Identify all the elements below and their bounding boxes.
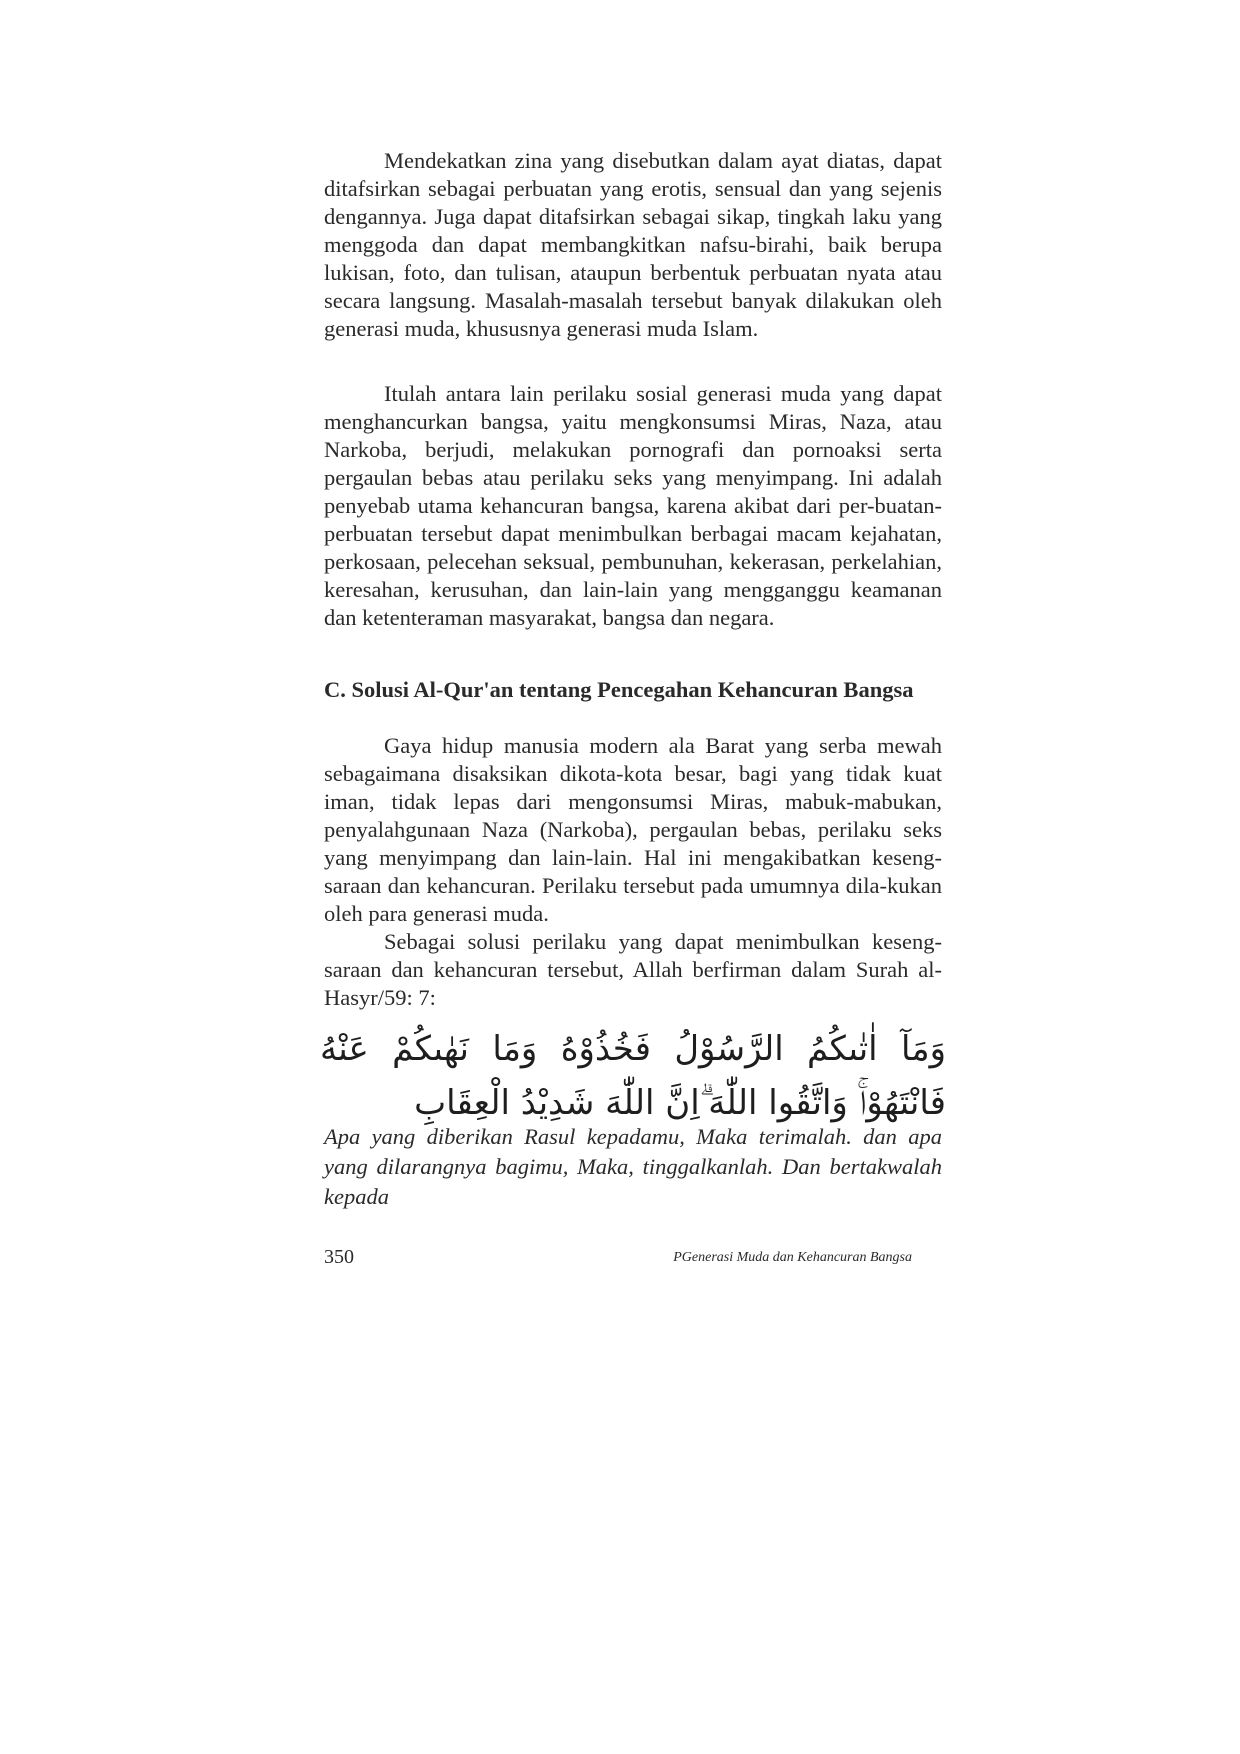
running-title: PGenerasi Muda dan Kehancuran Bangsa	[673, 1250, 912, 1265]
paragraph-1: Mendekatkan zina yang disebutkan dalam ayat diatas, dapat ditafsirkan sebagai perbuatan yang erotis, sensual dan yang sejenis dengannya. Juga dapat ditafsirkan sebagai sikap, tingkah laku yang menggoda dan dapat membangkitkan nafsu-birahi, baik berupa lukisan, foto, dan tulisan, ataupun berbentuk perbuatan nyata atau secara langsung. Masalah-masalah tersebut banyak dilakukan oleh generasi muda, khususnya generasi muda Islam.	[324, 148, 942, 341]
body-text-block-3	[324, 732, 942, 928]
paragraph-2: Itulah antara lain perilaku sosial generasi muda yang dapat menghancurkan bangsa, yaitu mengkonsumsi Miras, Naza, atau Narkoba, berjudi, melakukan pornografi dan pornoaksi serta pergaulan bebas atau perilaku seks yang menyimpang. Ini adalah penyebab utama kehancuran bangsa, karena akibat dari per-buatan-perbuatan tersebut dapat menimbulkan berbagai macam kejahatan, perkosaan, pelecehan seksual, pembunuhan, kekerasan, perkelahian, keresahan, kerusuhan, dan lain-lain yang mengganggu keamanan dan ketenteraman masyarakat, bangsa dan negara.	[324, 381, 942, 630]
verse-translation: Apa yang diberikan Rasul kepadamu, Maka terimalah. dan apa yang dilarangnya bagimu, Maka, tinggalkanlah. Dan bertakwalah kepada	[324, 1124, 942, 1209]
paragraph-3: Gaya hidup manusia modern ala Barat yang serba mewah sebagaimana disaksikan dikota-kota besar, bagi yang tidak kuat iman, tidak lepas dari mengonsumsi Miras, mabuk-mabukan, penyalahgunaan Naza (Narkoba), pergaulan bebas, perilaku seks yang menyimpang dan lain-lain. Hal ini mengakibatkan keseng-saraan dan kehancuran. Perilaku tersebut pada umumnya dila-kukan oleh para generasi muda.	[324, 733, 942, 926]
body-text-block-1	[324, 147, 942, 343]
body-text-block-4	[324, 928, 942, 1012]
page-number: 350	[324, 1246, 354, 1268]
body-text-block-2	[324, 380, 942, 632]
section-heading: C. Solusi Al-Qur'an tentang Pencegahan Kehancuran Bangsa	[324, 677, 914, 702]
arabic-verse: وَمَآ اٰتٰىكُمُ الرَّسُوْلُ فَخُذُوْهُ وَمَا نَهٰىكُمْ عَنْهُ فَانْتَهُوْاۚ وَاتَّقُوا اللّٰهَ ۗاِنَّ اللّٰهَ شَدِيْدُ الْعِقَابِ	[320, 1029, 946, 1123]
paragraph-4: Sebagai solusi perilaku yang dapat menimbulkan keseng-saraan dan kehancuran tersebut, Allah berfirman dalam Surah al-Hasyr/59: 7:	[324, 929, 942, 1010]
